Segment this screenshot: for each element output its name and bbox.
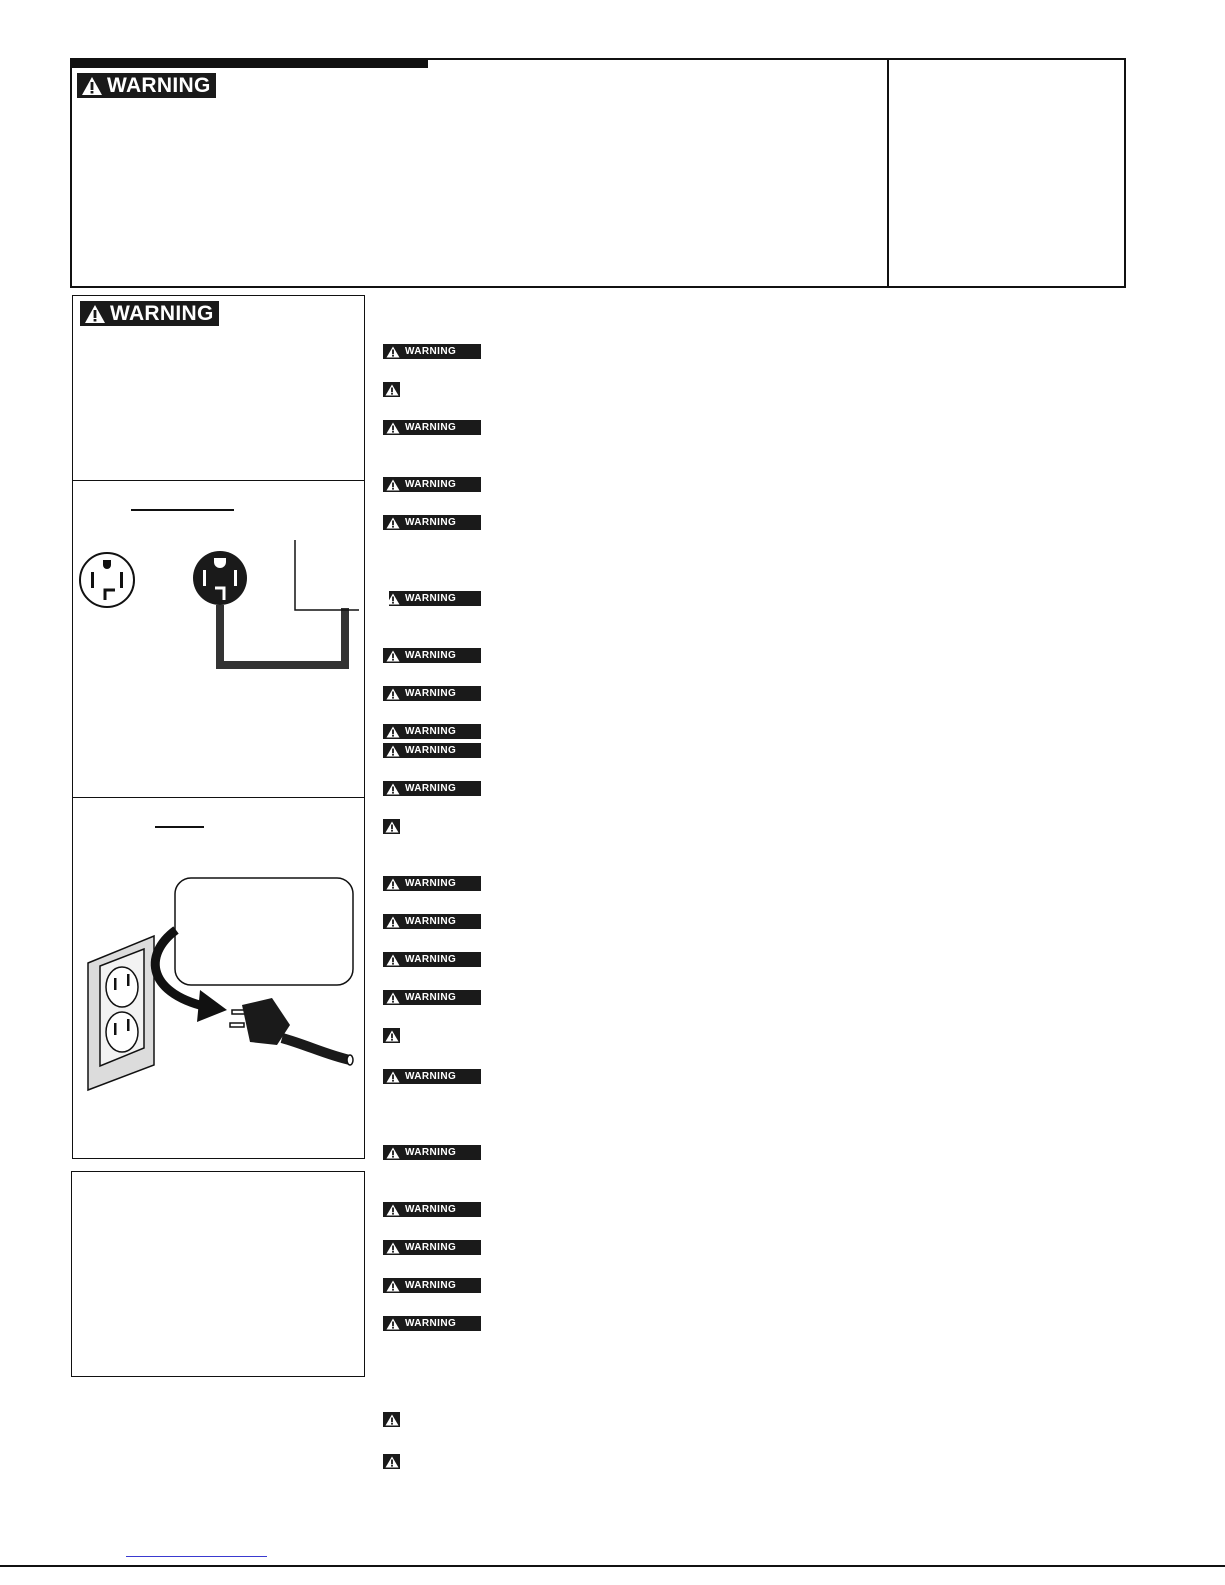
warning-badge bbox=[383, 724, 481, 739]
top-warning-header-bar bbox=[72, 59, 428, 68]
warning-badge bbox=[383, 914, 481, 929]
warning-triangle-icon bbox=[386, 1204, 400, 1216]
four-prong-outlet-diagram bbox=[72, 530, 365, 680]
warning-badge-label: WARNING bbox=[405, 1318, 457, 1329]
warning-triangle-icon bbox=[386, 1318, 400, 1330]
warning-badge-label: WARNING bbox=[405, 479, 457, 490]
warning-badge bbox=[383, 591, 481, 606]
panel-heading-underline bbox=[131, 509, 234, 511]
warning-badge bbox=[383, 1145, 481, 1160]
footer-rule bbox=[0, 1565, 1225, 1567]
three-prong-plug-icon bbox=[230, 998, 353, 1065]
warning-triangle-icon bbox=[386, 479, 400, 491]
warning-badge bbox=[383, 1278, 481, 1293]
warning-badge bbox=[383, 1069, 481, 1084]
warning-badge bbox=[383, 990, 481, 1005]
warning-triangle-icon bbox=[386, 517, 400, 529]
warning-badge-label: WARNING bbox=[405, 1071, 457, 1082]
panel-warning-label: WARNING bbox=[110, 301, 214, 325]
warning-triangle-icon bbox=[84, 304, 106, 324]
warning-badge-label: WARNING bbox=[405, 688, 457, 699]
warning-badge-label: WARNING bbox=[405, 1204, 457, 1215]
warning-triangle-icon bbox=[386, 346, 400, 358]
warning-symbol bbox=[383, 819, 400, 834]
warning-triangle-icon bbox=[386, 1242, 400, 1254]
warning-triangle-icon bbox=[386, 688, 400, 700]
warning-badge bbox=[383, 1240, 481, 1255]
warning-badge bbox=[383, 743, 481, 758]
callout-bubble bbox=[175, 878, 353, 985]
warning-badge-label: WARNING bbox=[405, 346, 457, 357]
warning-triangle-icon bbox=[386, 1147, 400, 1159]
warning-badge-label: WARNING bbox=[405, 517, 457, 528]
warning-triangle-icon bbox=[386, 1071, 400, 1083]
wall-outlet-plug-diagram bbox=[72, 860, 365, 1100]
warning-badge bbox=[383, 648, 481, 663]
warning-badge-label: WARNING bbox=[405, 422, 457, 433]
info-panel bbox=[71, 1171, 365, 1377]
warning-badge-label: WARNING bbox=[405, 593, 457, 604]
warning-triangle-icon bbox=[386, 916, 400, 928]
warning-badge-label: WARNING bbox=[405, 916, 457, 927]
warning-triangle-icon bbox=[385, 384, 399, 396]
warning-badge-label: WARNING bbox=[405, 745, 457, 756]
warning-badge-label: WARNING bbox=[405, 878, 457, 889]
warning-triangle-icon bbox=[386, 745, 400, 757]
warning-triangle-icon bbox=[385, 1030, 399, 1042]
panel-heading-underline bbox=[155, 826, 204, 828]
top-warning-box bbox=[70, 58, 1126, 288]
warning-triangle-icon bbox=[386, 726, 400, 738]
warning-badge-label: WARNING bbox=[405, 726, 457, 737]
warning-badge bbox=[383, 344, 481, 359]
warning-triangle-icon bbox=[386, 593, 400, 605]
warning-triangle-icon bbox=[386, 992, 400, 1004]
warning-badge-label: WARNING bbox=[405, 1242, 457, 1253]
warning-badge bbox=[383, 1316, 481, 1331]
warning-triangle-icon bbox=[81, 76, 103, 96]
warning-triangle-icon bbox=[385, 1414, 399, 1426]
warning-triangle-icon bbox=[386, 650, 400, 662]
warning-symbol bbox=[383, 1412, 400, 1427]
warning-badge-label: WARNING bbox=[405, 783, 457, 794]
top-warning-divider bbox=[887, 58, 889, 288]
warning-triangle-icon bbox=[386, 1280, 400, 1292]
panel-warning-badge bbox=[80, 301, 219, 329]
warning-triangle-icon bbox=[386, 878, 400, 890]
warning-triangle-icon bbox=[386, 954, 400, 966]
warning-triangle-icon bbox=[385, 1456, 399, 1468]
warning-symbol bbox=[383, 1454, 400, 1469]
warning-badge bbox=[383, 1202, 481, 1217]
wall-outlet-icon bbox=[88, 936, 154, 1090]
warning-badge-label: WARNING bbox=[405, 954, 457, 965]
warning-badge bbox=[383, 952, 481, 967]
warning-triangle-icon bbox=[386, 783, 400, 795]
outlet-receptacle-icon bbox=[80, 553, 134, 607]
warning-badge-label: WARNING bbox=[405, 1147, 457, 1158]
warning-badge-label: WARNING bbox=[405, 650, 457, 661]
warning-badge bbox=[383, 876, 481, 891]
warning-badge bbox=[383, 686, 481, 701]
warning-badge-label: WARNING bbox=[405, 992, 457, 1003]
warning-symbol bbox=[383, 382, 400, 397]
warning-symbol bbox=[383, 1028, 400, 1043]
warning-badge-label: WARNING bbox=[405, 1280, 457, 1291]
warning-badge bbox=[383, 515, 481, 530]
warning-triangle-icon bbox=[386, 422, 400, 434]
top-warning-label: WARNING bbox=[107, 73, 211, 97]
warning-badge bbox=[383, 781, 481, 796]
warning-badge bbox=[383, 420, 481, 435]
four-prong-plug-icon bbox=[193, 551, 345, 665]
footer-link-underline[interactable] bbox=[126, 1556, 267, 1557]
warning-badge bbox=[383, 477, 481, 492]
warning-triangle-icon bbox=[385, 821, 399, 833]
top-warning-badge bbox=[77, 73, 216, 101]
